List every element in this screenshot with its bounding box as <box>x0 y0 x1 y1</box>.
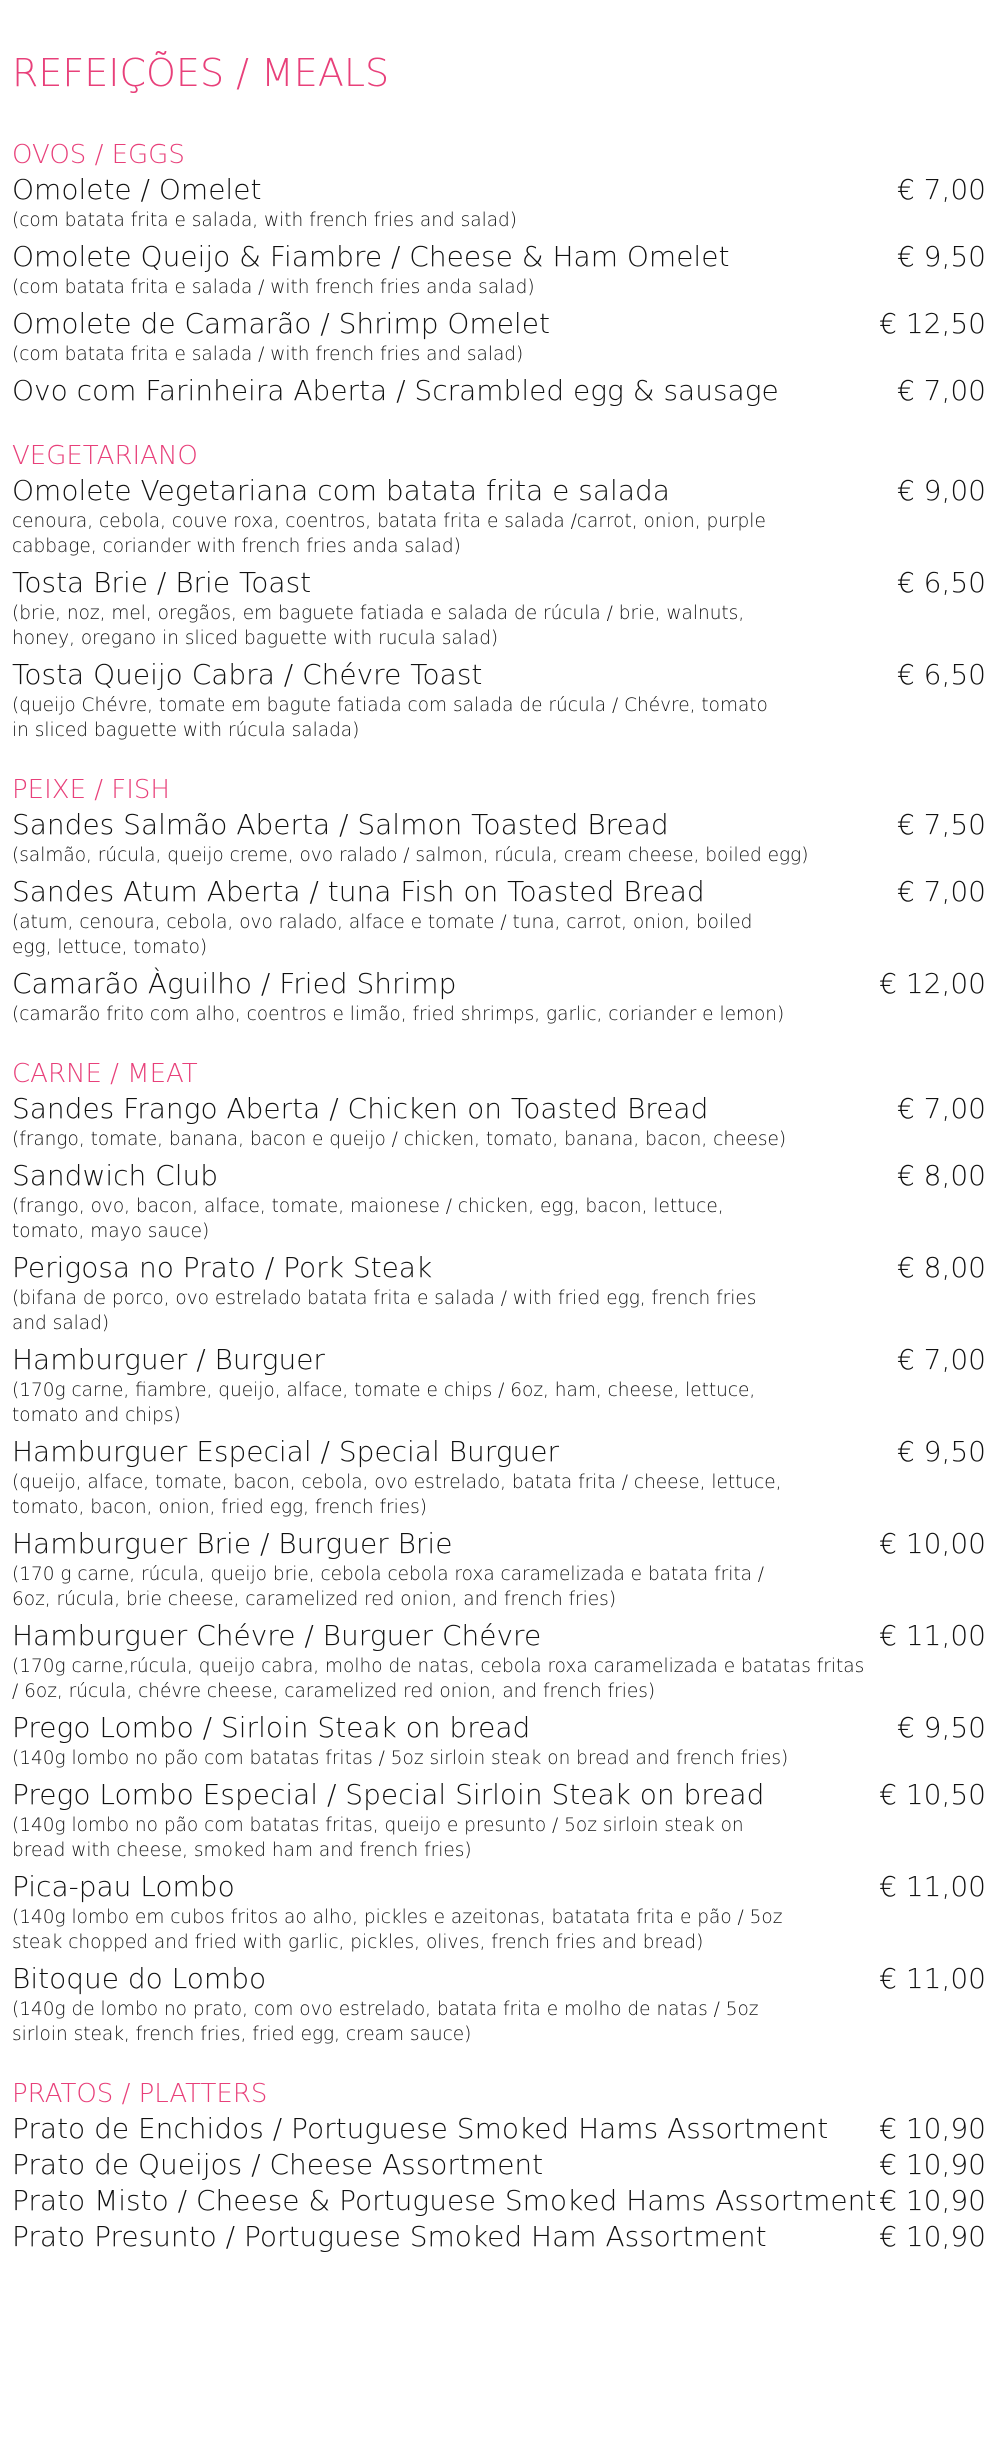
menu-item <box>12 874 988 960</box>
item-description: (salmão, rúcula, queijo creme, ovo ralado / salmon, rúcula, cream cheese, boiled egg) <box>12 845 809 866</box>
menu-section <box>12 773 988 1027</box>
menu-item-row <box>12 1777 988 1813</box>
item-price: € 10,90 <box>879 2148 986 2181</box>
menu-item <box>12 306 988 367</box>
item-name: Omolete / Omelet <box>12 173 262 206</box>
item-description: (com batata frita e salada, with french fries and salad) <box>12 210 518 231</box>
menu-item-row <box>12 657 988 693</box>
menu-section <box>12 1057 988 2047</box>
item-description: (atum, cenoura, cebola, ovo ralado, alface e tomate / tuna, carrot, onion, boiled egg, lettuce, tomato) <box>12 912 753 958</box>
section-title: PRATOS / PLATTERS <box>12 2079 268 2109</box>
item-description: (com batata frita e salada / with french fries anda salad) <box>12 277 535 298</box>
menu-item <box>12 1158 988 1244</box>
menu-item-row <box>12 1710 988 1746</box>
menu-item <box>12 1342 988 1428</box>
item-price: € 7,50 <box>896 808 986 841</box>
item-description: (com batata frita e salada / with french fries and salad) <box>12 344 524 365</box>
item-price: € 7,00 <box>896 1092 986 1125</box>
item-description: (170 g carne, rúcula, queijo brie, cebola cebola roxa caramelizada e batata frita / 6oz, rúcula, brie cheese, caramelized red onion, and french fries) <box>12 1564 765 1610</box>
menu-sections <box>12 138 988 2255</box>
menu-item-row <box>12 306 988 342</box>
item-name: Omolete Queijo & Fiambre / Cheese & Ham Omelet <box>12 240 730 273</box>
menu-item-row <box>12 373 988 409</box>
item-price: € 7,00 <box>896 1343 986 1376</box>
item-price: € 10,00 <box>879 1527 986 1560</box>
menu-item <box>12 1434 988 1520</box>
item-description: (brie, noz, mel, oregãos, em baguete fatiada e salada de rúcula / brie, walnuts, honey, oregano in sliced baguette with rucula salad) <box>12 603 745 649</box>
item-name: Hamburguer Brie / Burguer Brie <box>12 1527 453 1560</box>
item-description: (queijo, alface, tomate, bacon, cebola, ovo estrelado, batata frita / cheese, lettuce, tomato, bacon, onion, fried egg, french fries) <box>12 1472 782 1518</box>
item-description: cenoura, cebola, couve roxa, coentros, batata frita e salada /carrot, onion, purple cabbage, coriander with french fries anda salad) <box>12 511 766 557</box>
menu-section <box>12 2077 988 2255</box>
item-description: (140g lombo no pão com batatas fritas / 5oz sirloin steak on bread and french fries) <box>12 1748 789 1769</box>
item-price: € 9,00 <box>896 474 986 507</box>
menu-item-row <box>12 2183 988 2219</box>
menu-item-row <box>12 807 988 843</box>
item-price: € 7,00 <box>896 374 986 407</box>
menu-item-row <box>12 1869 988 1905</box>
item-price: € 8,00 <box>896 1159 986 1192</box>
menu-item <box>12 565 988 651</box>
item-name: Prego Lombo Especial / Special Sirloin Steak on bread <box>12 1778 765 1811</box>
item-price: € 8,00 <box>896 1251 986 1284</box>
menu-item <box>12 1961 988 2047</box>
menu-item-row <box>12 1158 988 1194</box>
section-title: CARNE / MEAT <box>12 1059 198 1089</box>
menu-item <box>12 1710 988 1771</box>
menu-item-row <box>12 2219 988 2255</box>
menu-item <box>12 807 988 868</box>
item-name: Bitoque do Lombo <box>12 1962 267 1995</box>
item-price: € 11,00 <box>879 1962 986 1995</box>
menu-item <box>12 1869 988 1955</box>
item-price: € 9,50 <box>896 1711 986 1744</box>
item-name: Hamburguer Chévre / Burguer Chévre <box>12 1619 542 1652</box>
menu-item <box>12 966 988 1027</box>
menu-item <box>12 1526 988 1612</box>
menu-item <box>12 239 988 300</box>
item-price: € 7,00 <box>896 173 986 206</box>
item-name: Omolete Vegetariana com batata frita e salada <box>12 474 670 507</box>
menu-item <box>12 1618 988 1704</box>
item-description: (170g carne, fiambre, queijo, alface, tomate e chips / 6oz, ham, cheese, lettuce, tomato and chips) <box>12 1380 756 1426</box>
section-title: VEGETARIANO <box>12 441 198 471</box>
menu-item <box>12 2219 988 2255</box>
item-name: Pica-pau Lombo <box>12 1870 235 1903</box>
item-name: Ovo com Farinheira Aberta / Scrambled egg & sausage <box>12 374 779 407</box>
item-name: Sandwich Club <box>12 1159 219 1192</box>
item-price: € 9,50 <box>896 1435 986 1468</box>
menu-item-row <box>12 966 988 1002</box>
item-name: Perigosa no Prato / Pork Steak <box>12 1251 433 1284</box>
item-price: € 6,50 <box>896 658 986 691</box>
item-price: € 6,50 <box>896 566 986 599</box>
item-name: Omolete de Camarão / Shrimp Omelet <box>12 307 550 340</box>
item-name: Sandes Frango Aberta / Chicken on Toasted Bread <box>12 1092 709 1125</box>
item-name: Sandes Atum Aberta / tuna Fish on Toasted Bread <box>12 875 705 908</box>
menu-item <box>12 1777 988 1863</box>
menu-item-row <box>12 1618 988 1654</box>
menu-item <box>12 657 988 743</box>
menu-item-row <box>12 2147 988 2183</box>
menu-item-row <box>12 1091 988 1127</box>
item-name: Prato Misto / Cheese & Portuguese Smoked Hams Assortment <box>12 2184 877 2217</box>
menu-item <box>12 373 988 409</box>
item-name: Prato Presunto / Portuguese Smoked Ham Assortment <box>12 2220 767 2253</box>
item-price: € 11,00 <box>879 1870 986 1903</box>
item-description: (frango, ovo, bacon, alface, tomate, maionese / chicken, egg, bacon, lettuce, tomato, mayo sauce) <box>12 1196 724 1242</box>
section-title: PEIXE / FISH <box>12 775 170 805</box>
item-price: € 12,50 <box>879 307 986 340</box>
item-description: (frango, tomate, banana, bacon e queijo / chicken, tomato, banana, bacon, cheese) <box>12 1129 787 1150</box>
item-description: (140g lombo em cubos fritos ao alho, pickles e azeitonas, batatata frita e pão / 5oz steak chopped and fried with garlic, pickles, olives, french fries and bread) <box>12 1907 783 1953</box>
menu-item <box>12 473 988 559</box>
menu-item-row <box>12 473 988 509</box>
menu-item-row <box>12 172 988 208</box>
item-price: € 10,90 <box>879 2184 986 2217</box>
menu-section <box>12 138 988 409</box>
item-price: € 10,50 <box>879 1778 986 1811</box>
item-description: (140g de lombo no prato, com ovo estrelado, batata frita e molho de natas / 5oz sirloin steak, french fries, fried egg, cream sauce) <box>12 1999 759 2045</box>
menu-item-row <box>12 1434 988 1470</box>
menu-item-row <box>12 1342 988 1378</box>
item-price: € 7,00 <box>896 875 986 908</box>
menu-item-row <box>12 565 988 601</box>
menu-item <box>12 2183 988 2219</box>
item-name: Tosta Brie / Brie Toast <box>12 566 312 599</box>
item-description: (bifana de porco, ovo estrelado batata frita e salada / with fried egg, french fries and salad) <box>12 1288 757 1334</box>
menu-item-row <box>12 1526 988 1562</box>
item-price: € 10,90 <box>879 2112 986 2145</box>
menu-section <box>12 439 988 743</box>
item-name: Sandes Salmão Aberta / Salmon Toasted Bread <box>12 808 669 841</box>
item-name: Prato de Queijos / Cheese Assortment <box>12 2148 544 2181</box>
menu-item-row <box>12 874 988 910</box>
item-name: Hamburguer / Burguer <box>12 1343 325 1376</box>
item-name: Tosta Queijo Cabra / Chévre Toast <box>12 658 483 691</box>
menu-item-row <box>12 1961 988 1997</box>
item-price: € 9,50 <box>896 240 986 273</box>
page-title: REFEIÇÕES / MEALS <box>12 51 390 95</box>
item-name: Camarão Àguilho / Fried Shrimp <box>12 967 457 1000</box>
item-description: (140g lombo no pão com batatas fritas, queijo e presunto / 5oz sirloin steak on bread with cheese, smoked ham and french fries) <box>12 1815 744 1861</box>
item-price: € 12,00 <box>879 967 986 1000</box>
item-price: € 11,00 <box>879 1619 986 1652</box>
menu-item <box>12 2111 988 2147</box>
menu-item <box>12 1250 988 1336</box>
menu-item-row <box>12 1250 988 1286</box>
item-description: (camarão frito com alho, coentros e limão, fried shrimps, garlic, coriander e lemon) <box>12 1004 785 1025</box>
section-title: OVOS / EGGS <box>12 140 185 170</box>
item-name: Prego Lombo / Sirloin Steak on bread <box>12 1711 531 1744</box>
menu-item <box>12 2147 988 2183</box>
menu-item-row <box>12 239 988 275</box>
item-description: (queijo Chévre, tomate em bagute fatiada com salada de rúcula / Chévre, tomato in sliced baguette with rúcula salada) <box>12 695 768 741</box>
item-name: Hamburguer Especial / Special Burguer <box>12 1435 560 1468</box>
item-name: Prato de Enchidos / Portuguese Smoked Hams Assortment <box>12 2112 829 2145</box>
item-description: (170g carne,rúcula, queijo cabra, molho de natas, cebola roxa caramelizada e batatas fritas / 6oz, rúcula, chévre cheese, caramelized red onion, and french fries) <box>12 1656 865 1702</box>
menu-item <box>12 1091 988 1152</box>
menu-item <box>12 172 988 233</box>
item-price: € 10,90 <box>879 2220 986 2253</box>
menu-item-row <box>12 2111 988 2147</box>
